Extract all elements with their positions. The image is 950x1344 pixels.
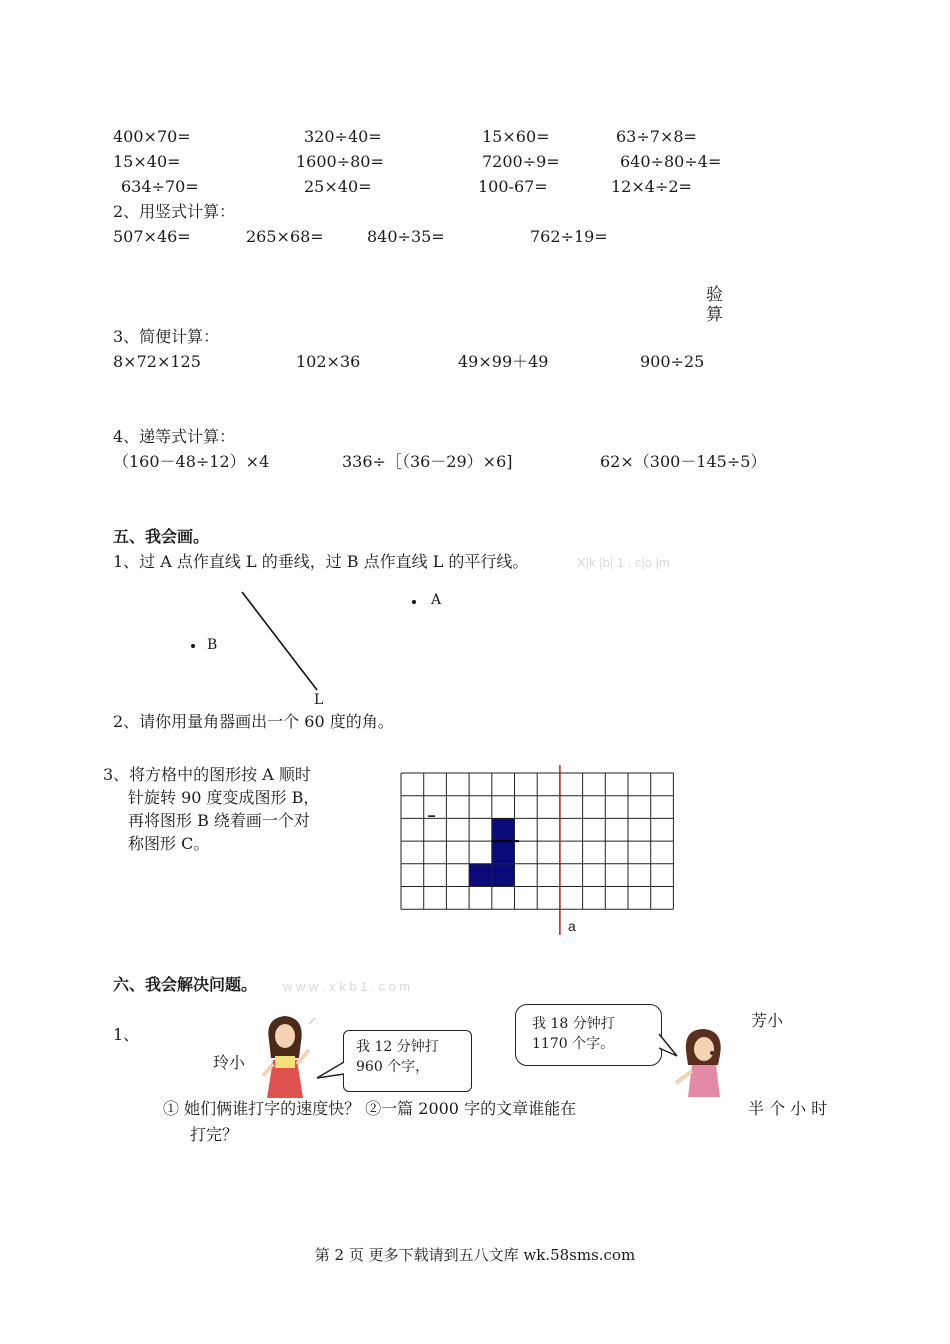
- calc-item: 100-67=: [478, 177, 548, 196]
- question-text: 针旋转 90 度变成图形 B，: [128, 788, 320, 807]
- calc-item: 900÷25: [640, 352, 705, 371]
- question-text: 2、请你用量角器画出一个 60 度的角。: [113, 712, 394, 731]
- question-text: 打完？: [190, 1125, 239, 1144]
- calc-item: 762÷19=: [530, 227, 608, 246]
- question-text: 称图形 C。: [128, 834, 210, 853]
- point-b-label: B: [207, 637, 218, 653]
- calc-item: 8×72×125: [113, 352, 201, 371]
- question-text: 1、过 A 点作直线 L 的垂线，过 B 点作直线 L 的平行线。: [113, 552, 529, 571]
- calc-item: 62×（300－145÷5）: [600, 452, 767, 471]
- axis-label: a: [568, 918, 576, 934]
- calc-item: 840÷35=: [367, 227, 445, 246]
- page-footer: 第 2 页 更多下载请到五八文库 wk.58sms.com: [314, 1246, 636, 1264]
- calc-item: 15×40=: [113, 152, 181, 171]
- calc-item: 320÷40=: [304, 127, 382, 146]
- calc-item: 507×46=: [113, 227, 191, 246]
- filled-cell: [492, 864, 515, 887]
- watermark: X|k |b| 1 . c|o |m: [577, 555, 670, 570]
- calc-item: 634÷70=: [121, 177, 199, 196]
- section-title: 五、我会画。: [113, 527, 210, 546]
- girl-name-right: 芳小: [751, 1011, 784, 1030]
- calc-item: 63÷7×8=: [616, 127, 697, 146]
- calc-item: 1600÷80=: [296, 152, 384, 171]
- calc-item: 25×40=: [304, 177, 372, 196]
- speech-bubble-right: 我 18 分钟打 1170 个字。: [515, 1004, 662, 1066]
- square-grid: [395, 765, 685, 935]
- question-text: ① 她们俩谁打字的速度快？ ②一篇 2000 字的文章谁能在: [163, 1099, 577, 1118]
- section-heading: 3、简便计算：: [113, 327, 220, 346]
- question-text: 半 个 小 时: [748, 1099, 828, 1118]
- filled-cell: [469, 864, 492, 887]
- girl-illustration-left: [255, 1010, 315, 1105]
- bubble-tail-right: [657, 1030, 679, 1058]
- check-label: 验: [706, 285, 723, 305]
- girl-illustration-right: [672, 1025, 732, 1100]
- check-label: 算: [706, 305, 723, 325]
- line-l: [242, 592, 317, 690]
- filled-cell: [492, 818, 515, 841]
- girl-name-left: 玲小: [213, 1053, 246, 1072]
- bubble-tail-left: [315, 1060, 347, 1080]
- question-number: 1、: [113, 1025, 140, 1044]
- point-b: [191, 644, 195, 648]
- calc-item: 15×60=: [482, 127, 550, 146]
- question-text: 再将图形 B 绕着画一个对: [128, 811, 310, 830]
- calc-item: （160－48÷12）×4: [113, 452, 270, 471]
- calc-item: 12×4÷2=: [611, 177, 692, 196]
- speech-bubble-left: 我 12 分钟打 960 个字，: [343, 1030, 472, 1092]
- calc-item: 336÷［（36－29）×6]: [342, 452, 513, 471]
- point-a: [412, 600, 416, 604]
- calc-item: 7200÷9=: [482, 152, 560, 171]
- line-l-label: L: [314, 692, 324, 708]
- calc-item: 640÷80÷4=: [620, 152, 722, 171]
- watermark: w w w . x k b 1 . c o m: [283, 979, 411, 994]
- filled-cell: [492, 841, 515, 864]
- calc-item: 265×68=: [246, 227, 324, 246]
- calc-item: 49×99＋49: [458, 352, 549, 371]
- calc-item: 102×36: [296, 352, 361, 371]
- section-heading: 2、用竖式计算：: [113, 202, 236, 221]
- point-a-label: A: [431, 592, 442, 608]
- section-title: 六、我会解决问题。: [113, 975, 258, 994]
- calc-item: 400×70=: [113, 127, 191, 146]
- question-text: 3、将方格中的图形按 A 顺时: [103, 765, 311, 784]
- section-heading: 4、递等式计算：: [113, 427, 236, 446]
